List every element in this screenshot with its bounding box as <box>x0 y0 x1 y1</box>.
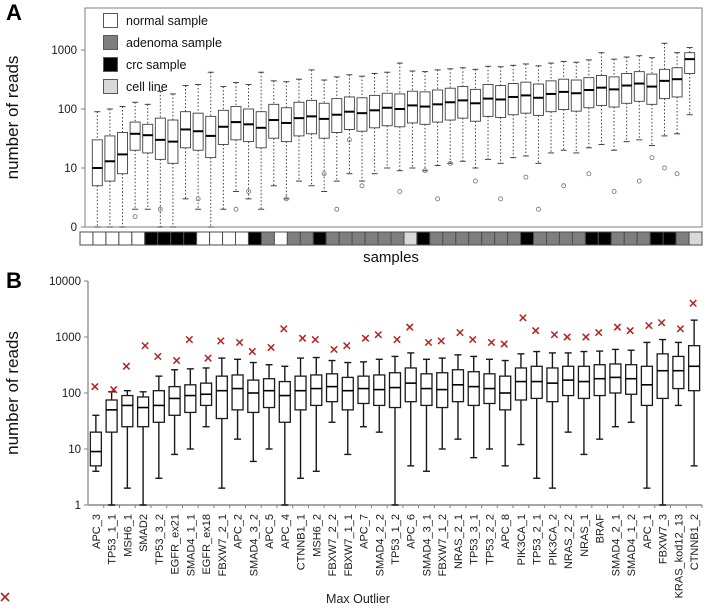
sample-type-cell <box>106 232 119 245</box>
sample-type-cell <box>482 232 495 245</box>
legend-label: cell line <box>126 79 168 94</box>
sample-type-cell <box>547 232 560 245</box>
max-outlier-marker <box>92 383 98 389</box>
box-sample <box>218 87 228 210</box>
sample-type-cell <box>300 232 313 245</box>
box-sample <box>307 70 317 186</box>
max-outlier-marker <box>564 334 570 340</box>
box-amplicon <box>232 339 243 439</box>
legend-label: adenoma sample <box>126 35 222 50</box>
sample-type-cell <box>443 232 456 245</box>
legend-entry-adenoma-sample <box>103 35 222 50</box>
crc-sample-swatch-icon <box>103 57 118 72</box>
sample-type-cell <box>495 232 508 245</box>
max-outlier-marker <box>646 322 652 328</box>
max-outlier-marker <box>205 355 211 361</box>
x-category-label: NRAS_2_1 <box>452 514 465 570</box>
box-amplicon <box>657 320 668 505</box>
sample-type-cell <box>676 232 689 245</box>
sample-type-cell <box>456 232 469 245</box>
max-outlier-marker <box>312 336 318 342</box>
box-sample <box>496 67 506 164</box>
max-outlier-marker <box>142 342 148 348</box>
sample-type-cell <box>365 232 378 245</box>
max-outlier-marker <box>532 327 538 333</box>
max-outlier-marker <box>407 324 413 330</box>
y-axis-title: number of reads <box>3 331 22 455</box>
box-sample <box>407 71 417 168</box>
max-outlier-marker <box>551 331 557 337</box>
y-tick-label: 10 <box>68 444 81 456</box>
legend-entry-crc-sample <box>103 57 222 72</box>
max-outlier-marker <box>281 326 287 332</box>
box-amplicon <box>358 335 369 427</box>
x-category-label: TP53_3_2 <box>153 514 166 565</box>
max-outlier-marker <box>268 344 274 350</box>
x-category-label: KRAS_kod12_13 <box>673 514 686 599</box>
max-outlier-legend-label: Max Outlier <box>326 592 390 606</box>
panel-a <box>0 0 716 268</box>
box-amplicon <box>563 334 574 432</box>
x-category-label: APC_1 <box>641 514 654 549</box>
x-category-label: BRAF <box>594 514 607 544</box>
x-category-label: PIK3CA_2 <box>547 514 560 566</box>
box-amplicon <box>106 386 117 505</box>
box-amplicon <box>515 315 526 445</box>
box-amplicon <box>610 324 621 427</box>
x-category-label: SMAD4_2_2 <box>374 514 387 577</box>
box-amplicon <box>452 329 463 439</box>
box-sample <box>433 70 443 166</box>
box-amplicon <box>169 357 180 454</box>
max-outlier-marker <box>155 353 161 359</box>
box-amplicon <box>578 334 589 455</box>
sample-type-cell <box>611 232 624 245</box>
box-sample <box>155 91 165 227</box>
box-sample <box>244 85 254 199</box>
x-category-label: APC_6 <box>405 514 418 549</box>
box-sample <box>571 62 581 153</box>
box-sample <box>256 72 266 209</box>
max-outlier-marker <box>690 300 696 306</box>
x-category-label: APC_7 <box>358 514 371 549</box>
max-outlier-marker <box>457 329 463 335</box>
max-outlier-marker <box>520 315 526 321</box>
max-outlier-marker <box>501 341 507 347</box>
sample-type-cell <box>261 232 274 245</box>
sample-type-cell <box>430 232 443 245</box>
box-sample <box>420 72 430 171</box>
x-category-label: MSH6_1 <box>122 514 135 557</box>
box-amplicon <box>405 324 416 466</box>
box-sample <box>281 82 291 199</box>
x-category-label: SMAD2 <box>138 514 151 552</box>
box-sample <box>546 63 556 153</box>
max-outlier-marker <box>627 327 633 333</box>
box-amplicon <box>279 326 290 505</box>
box-amplicon <box>374 331 385 432</box>
sample-type-cell <box>274 232 287 245</box>
box-sample <box>105 109 115 227</box>
panel-b-boxplot-chart <box>0 268 716 611</box>
y-tick-label: 100 <box>61 388 81 400</box>
sample-type-cell <box>689 232 702 245</box>
x-category-label: APC_2 <box>232 514 245 549</box>
x-category-label: CTNNB1_1 <box>295 514 308 571</box>
max-outlier-marker <box>344 342 350 348</box>
box-sample <box>647 58 657 146</box>
panel-b-legend <box>0 592 716 606</box>
box-amplicon <box>153 353 164 478</box>
x-category-label: TP53_3_1 <box>468 514 481 565</box>
x-category-label: SMAD4_3_2 <box>248 514 261 577</box>
max-outlier-marker <box>583 334 589 340</box>
box-sample <box>470 69 480 168</box>
box-sample <box>521 64 531 156</box>
max-outlier-marker <box>186 336 192 342</box>
x-category-label: APC_3 <box>90 514 103 549</box>
box-sample <box>559 61 569 150</box>
box-sample <box>168 94 178 227</box>
sample-type-cell <box>223 232 236 245</box>
sample-type-cell <box>313 232 326 245</box>
sample-type-cell <box>508 232 521 245</box>
max-outlier-marker <box>249 348 255 354</box>
sample-type-cell <box>663 232 676 245</box>
box-amplicon <box>264 344 275 449</box>
sample-type-cell <box>93 232 106 245</box>
box-amplicon <box>594 329 605 439</box>
y-axis-title: number of reads <box>3 55 22 180</box>
boxes <box>90 300 699 505</box>
box-amplicon <box>138 342 149 505</box>
box-sample <box>118 107 128 227</box>
x-category-label: EGFR_ex18 <box>201 514 214 575</box>
box-amplicon <box>295 335 306 478</box>
box-sample <box>294 79 304 181</box>
max-outlier-marker <box>658 320 664 326</box>
max-outlier-marker <box>236 339 242 345</box>
box-sample <box>269 81 279 186</box>
box-amplicon <box>90 383 101 471</box>
box-sample <box>181 86 191 199</box>
x-category-label: FBXW7_2_2 <box>327 514 340 577</box>
y-axis <box>51 45 85 234</box>
y-tick-label: 1 <box>74 500 81 512</box>
sample-type-cell <box>598 232 611 245</box>
box-amplicon <box>689 300 700 466</box>
box-sample <box>206 72 216 227</box>
box-sample <box>458 68 468 162</box>
legend-label: normal sample <box>126 13 208 28</box>
box-sample <box>609 59 619 150</box>
box-amplicon <box>626 327 637 422</box>
sample-type-cell <box>572 232 585 245</box>
box-amplicon <box>311 336 322 471</box>
sample-type-cell <box>158 232 171 245</box>
max-outlier-marker <box>123 363 129 369</box>
x-category-label: NRAS_2_2 <box>563 514 576 570</box>
sample-type-cell <box>521 232 534 245</box>
cell-line-swatch-icon <box>103 79 118 94</box>
max-outlier-marker <box>331 346 337 352</box>
box-sample <box>382 72 392 168</box>
box-sample <box>445 69 455 164</box>
sample-type-cell <box>132 232 145 245</box>
box-amplicon <box>484 339 495 449</box>
panel-a-legend <box>103 13 222 94</box>
box-sample <box>130 102 140 209</box>
box-amplicon <box>547 331 558 488</box>
box-amplicon <box>201 355 212 427</box>
sample-type-cell <box>197 232 210 245</box>
x-category-label: MSH6_2 <box>311 514 324 557</box>
x-category-label: APC_4 <box>279 514 292 549</box>
x-category-label: APC_8 <box>500 514 513 549</box>
box-sample <box>319 80 329 191</box>
x-axis-title: samples <box>363 249 419 266</box>
box-amplicon <box>531 327 542 478</box>
adenoma-sample-swatch-icon <box>103 35 118 50</box>
max-outlier-marker <box>425 339 431 345</box>
max-outlier-marker <box>375 331 381 337</box>
y-tick-label: 1000 <box>51 45 77 57</box>
box-sample <box>483 66 493 159</box>
sample-type-cell <box>534 232 547 245</box>
box-amplicon <box>437 338 448 449</box>
sample-type-cell <box>184 232 197 245</box>
x-category-label: FBXW7_1_1 <box>342 514 355 577</box>
max-outlier-marker <box>677 326 683 332</box>
panel-b-plot <box>3 276 702 598</box>
box-sample <box>533 66 543 164</box>
legend-label: crc sample <box>126 57 187 72</box>
x-category-label: NRAS_1 <box>578 514 591 557</box>
x-category-label: CTNNB1_2 <box>689 514 702 571</box>
sample-type-cell <box>210 232 223 245</box>
box-amplicon <box>342 342 353 454</box>
sample-type-cell <box>352 232 365 245</box>
max-outlier-marker <box>614 324 620 330</box>
box-sample <box>344 75 354 174</box>
y-tick-label: 10 <box>64 163 77 175</box>
sample-type-cell <box>624 232 637 245</box>
box-amplicon <box>122 363 133 488</box>
max-outlier-marker <box>299 335 305 341</box>
panel-b-letter: B <box>6 268 22 293</box>
sample-type-cell <box>378 232 391 245</box>
box-sample <box>596 53 606 145</box>
box-amplicon <box>468 336 479 457</box>
max-outlier-marker <box>394 336 400 342</box>
red-x-cross-icon <box>0 592 10 602</box>
x-category-label: PIK3CA_1 <box>515 514 528 566</box>
y-tick-label: 10000 <box>49 276 81 288</box>
sample-type-cell <box>559 232 572 245</box>
x-category-label: FBXW7_1_2 <box>437 514 450 577</box>
box-sample <box>357 76 367 181</box>
box-sample <box>332 77 342 181</box>
box-sample <box>672 53 682 134</box>
panel-a-letter: A <box>6 0 22 25</box>
normal-sample-swatch-icon <box>103 13 118 28</box>
x-category-label: SMAD4_2_1 <box>610 514 623 577</box>
x-category-label: SMAD4_1_2 <box>626 514 639 577</box>
box-sample <box>634 56 644 140</box>
y-tick-label: 1000 <box>55 332 81 344</box>
x-category-label: TP53_1_2 <box>390 514 402 565</box>
box-amplicon <box>216 338 227 488</box>
sample-type-cell <box>650 232 663 245</box>
sample-type-cell <box>287 232 300 245</box>
box-sample <box>584 60 594 148</box>
box-sample <box>622 57 632 142</box>
sample-type-cell <box>171 232 184 245</box>
box-sample <box>370 73 380 173</box>
x-category-label: TP53_1_1 <box>106 514 119 565</box>
x-category-label: EGFR_ex21 <box>169 514 182 575</box>
y-tick-label: 0 <box>70 222 77 234</box>
x-category-label: FBXW7_3 <box>657 514 670 565</box>
box-amplicon <box>421 339 432 471</box>
sample-type-cell <box>469 232 482 245</box>
sample-type-cell <box>145 232 158 245</box>
sample-type-cell <box>585 232 598 245</box>
x-category-label: SMAD4_3_1 <box>421 514 434 577</box>
max-outlier-marker <box>438 338 444 344</box>
x-category-label: FBXW7_2_1 <box>216 514 229 577</box>
max-outlier-marker <box>173 357 179 363</box>
max-outlier-marker <box>362 335 368 341</box>
box-amplicon <box>327 346 338 422</box>
max-outlier-marker <box>488 339 494 345</box>
box-amplicon <box>248 348 259 461</box>
x-category-label: TP53_2_2 <box>484 514 497 565</box>
legend-entry-normal-sample <box>103 13 222 28</box>
sample-type-cell <box>637 232 650 245</box>
box-amplicon <box>185 336 196 449</box>
box-sample <box>659 43 669 136</box>
box-sample <box>395 63 405 171</box>
box-sample <box>231 83 241 192</box>
box-amplicon <box>390 336 401 505</box>
sample-type-cell <box>248 232 261 245</box>
max-outlier-marker <box>595 329 601 335</box>
y-tick-label: 100 <box>57 104 77 116</box>
box-sample <box>193 85 203 210</box>
sample-type-cell <box>80 232 93 245</box>
max-outlier-marker <box>470 336 476 342</box>
box-sample <box>508 65 518 157</box>
x-category-label: TP53_2_1 <box>531 514 544 565</box>
sample-type-cell <box>326 232 339 245</box>
max-outlier-marker <box>218 338 224 344</box>
sample-type-cell <box>236 232 249 245</box>
sample-type-cell <box>391 232 404 245</box>
legend-entry-cell-line <box>103 79 222 94</box>
sample-type-cell <box>339 232 352 245</box>
box-sample <box>143 104 153 209</box>
panel-b <box>0 268 716 611</box>
box-sample <box>92 112 102 227</box>
x-category-label: SMAD4_1_1 <box>185 514 198 577</box>
box-amplicon <box>673 326 684 406</box>
sample-type-cell <box>404 232 417 245</box>
sample-type-strip <box>80 232 702 245</box>
sample-type-cell <box>119 232 132 245</box>
box-amplicon <box>641 322 652 488</box>
y-axis <box>49 276 88 512</box>
x-category-label: APC_5 <box>264 514 277 549</box>
box-amplicon <box>500 341 511 466</box>
sample-type-cell <box>417 232 430 245</box>
box-sample <box>685 48 695 115</box>
